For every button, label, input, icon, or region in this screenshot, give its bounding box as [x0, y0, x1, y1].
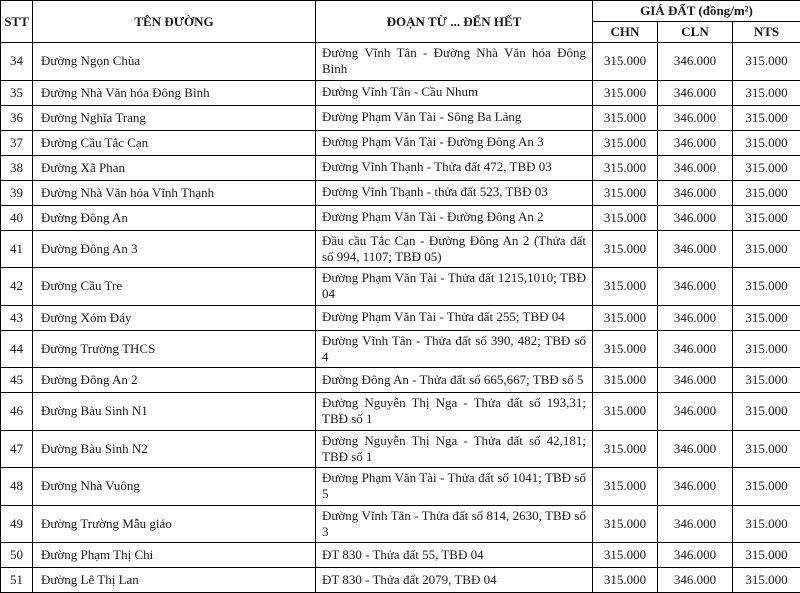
cell-stt: 45 — [1, 368, 33, 393]
cell-price-chn: 315.000 — [593, 105, 658, 130]
cell-street-name: Đường Đông An — [33, 205, 316, 230]
cell-segment: Đường Vĩnh Tân - Thửa đất số 390, 482; TBĐ số 4 — [316, 330, 593, 368]
cell-street-name: Đường Phạm Thị Chi — [33, 543, 316, 568]
cell-price-nts: 315.000 — [733, 230, 800, 268]
cell-price-chn: 315.000 — [593, 305, 658, 330]
header-chn: CHN — [593, 22, 658, 43]
cell-stt: 38 — [1, 155, 33, 180]
cell-street-name: Đường Lê Thị Lan — [33, 568, 316, 593]
cell-street-name: Đường Xã Phan — [33, 155, 316, 180]
cell-stt: 41 — [1, 230, 33, 268]
cell-price-chn: 315.000 — [593, 205, 658, 230]
cell-street-name: Đường Xóm Đáy — [33, 305, 316, 330]
cell-price-cln: 346.000 — [658, 105, 733, 130]
cell-price-nts: 315.000 — [733, 330, 800, 368]
cell-street-name: Đường Nhà Vuông — [33, 468, 316, 506]
cell-price-cln: 346.000 — [658, 180, 733, 205]
cell-price-chn: 315.000 — [593, 468, 658, 506]
cell-stt: 42 — [1, 268, 33, 306]
cell-price-cln: 346.000 — [658, 468, 733, 506]
cell-price-chn: 315.000 — [593, 80, 658, 105]
table-row — [1, 505, 800, 543]
cell-segment: Đường Phạm Văn Tài - Thửa đất 255; TBĐ 04 — [316, 305, 593, 330]
cell-stt: 34 — [1, 43, 33, 81]
table-row — [1, 130, 800, 155]
cell-street-name: Đường Trường THCS — [33, 330, 316, 368]
cell-price-nts: 315.000 — [733, 105, 800, 130]
header-segment: ĐOẠN TỪ ... ĐẾN HẾT — [316, 1, 593, 43]
cell-price-nts: 315.000 — [733, 568, 800, 593]
cell-price-chn: 315.000 — [593, 180, 658, 205]
cell-stt: 50 — [1, 543, 33, 568]
cell-segment: Đường Vĩnh Thạnh - thửa đất 523, TBĐ 03 — [316, 180, 593, 205]
cell-segment: ĐT 830 - Thửa đất 2079, TBĐ 04 — [316, 568, 593, 593]
cell-price-nts: 315.000 — [733, 155, 800, 180]
table-header — [1, 1, 800, 43]
cell-street-name: Đường Ngọn Chùa — [33, 43, 316, 81]
cell-price-nts: 315.000 — [733, 430, 800, 468]
cell-price-nts: 315.000 — [733, 468, 800, 506]
cell-stt: 39 — [1, 180, 33, 205]
table-row — [1, 368, 800, 393]
cell-price-nts: 315.000 — [733, 80, 800, 105]
cell-price-chn: 315.000 — [593, 230, 658, 268]
cell-price-chn: 315.000 — [593, 393, 658, 431]
cell-segment: Đường Đông An - Thửa đất số 665,667; TBĐ số 5 — [316, 368, 593, 393]
cell-price-chn: 315.000 — [593, 368, 658, 393]
cell-price-chn: 315.000 — [593, 568, 658, 593]
cell-price-chn: 315.000 — [593, 430, 658, 468]
header-stt: STT — [1, 1, 33, 43]
header-price-group: GIÁ ĐẤT (đồng/m²) — [593, 1, 800, 22]
cell-street-name: Đường Nhà Văn hóa Đông Bình — [33, 80, 316, 105]
cell-price-chn: 315.000 — [593, 268, 658, 306]
cell-street-name: Đường Nghĩa Trang — [33, 105, 316, 130]
table-row — [1, 155, 800, 180]
cell-segment: Đường Vĩnh Tân - Thửa đất số 814, 2630, TBĐ số 3 — [316, 505, 593, 543]
table-row — [1, 105, 800, 130]
cell-segment: Đường Vĩnh Tân - Cầu Nhum — [316, 80, 593, 105]
cell-price-nts: 315.000 — [733, 205, 800, 230]
cell-price-chn: 315.000 — [593, 130, 658, 155]
cell-stt: 49 — [1, 505, 33, 543]
cell-street-name: Đường Trường Mẫu giáo — [33, 505, 316, 543]
cell-price-nts: 315.000 — [733, 43, 800, 81]
table-row — [1, 305, 800, 330]
cell-price-cln: 346.000 — [658, 330, 733, 368]
cell-price-nts: 315.000 — [733, 505, 800, 543]
cell-segment: Đường Nguyễn Thị Nga - Thửa đất số 193,31; TBĐ số 1 — [316, 393, 593, 431]
cell-segment: Đường Phạm Văn Tài - Sông Ba Lảng — [316, 105, 593, 130]
cell-price-chn: 315.000 — [593, 43, 658, 81]
cell-price-cln: 346.000 — [658, 43, 733, 81]
cell-segment: Đường Phạm Văn Tài - Thửa đất 1215,1010; TBĐ 04 — [316, 268, 593, 306]
cell-street-name: Đường Nhà Văn hóa Vĩnh Thạnh — [33, 180, 316, 205]
cell-stt: 43 — [1, 305, 33, 330]
cell-street-name: Đường Bàu Sinh N2 — [33, 430, 316, 468]
cell-street-name: Đường Cầu Tắc Cạn — [33, 130, 316, 155]
table-row — [1, 268, 800, 306]
cell-street-name: Đường Cầu Tre — [33, 268, 316, 306]
table-row — [1, 468, 800, 506]
cell-stt: 48 — [1, 468, 33, 506]
cell-segment: Đường Phạm Văn Tài - Thửa đất số 1041; TBĐ số 5 — [316, 468, 593, 506]
cell-price-cln: 346.000 — [658, 505, 733, 543]
cell-segment: Đường Nguyễn Thị Nga - Thửa đất số 42,181; TBĐ số 1 — [316, 430, 593, 468]
header-nts: NTS — [733, 22, 800, 43]
cell-price-cln: 346.000 — [658, 543, 733, 568]
cell-price-cln: 346.000 — [658, 80, 733, 105]
cell-stt: 40 — [1, 205, 33, 230]
cell-segment: Đường Phạm Văn Tài - Đường Đông An 3 — [316, 130, 593, 155]
cell-price-nts: 315.000 — [733, 368, 800, 393]
cell-stt: 37 — [1, 130, 33, 155]
table-row — [1, 543, 800, 568]
cell-price-cln: 346.000 — [658, 568, 733, 593]
cell-stt: 47 — [1, 430, 33, 468]
table-row — [1, 568, 800, 593]
cell-price-nts: 315.000 — [733, 180, 800, 205]
table-row — [1, 43, 800, 81]
table-row — [1, 205, 800, 230]
cell-stt: 36 — [1, 105, 33, 130]
cell-price-cln: 346.000 — [658, 430, 733, 468]
cell-stt: 35 — [1, 80, 33, 105]
cell-price-cln: 346.000 — [658, 268, 733, 306]
cell-price-nts: 315.000 — [733, 268, 800, 306]
cell-price-nts: 315.000 — [733, 130, 800, 155]
cell-price-cln: 346.000 — [658, 305, 733, 330]
cell-price-cln: 346.000 — [658, 205, 733, 230]
table-row — [1, 230, 800, 268]
cell-stt: 51 — [1, 568, 33, 593]
cell-price-cln: 346.000 — [658, 130, 733, 155]
cell-price-cln: 346.000 — [658, 155, 733, 180]
table-row — [1, 80, 800, 105]
cell-price-nts: 315.000 — [733, 543, 800, 568]
cell-segment: ĐT 830 - Thửa đất 55, TBĐ 04 — [316, 543, 593, 568]
header-row-1 — [1, 1, 800, 22]
cell-price-chn: 315.000 — [593, 543, 658, 568]
table-row — [1, 330, 800, 368]
cell-segment: Đường Vĩnh Tân - Đường Nhà Văn hóa Đông Bình — [316, 43, 593, 81]
header-cln: CLN — [658, 22, 733, 43]
table-body — [1, 43, 800, 593]
cell-segment: Đường Vĩnh Thạnh - Thửa đất 472, TBĐ 03 — [316, 155, 593, 180]
cell-price-cln: 346.000 — [658, 393, 733, 431]
cell-stt: 44 — [1, 330, 33, 368]
cell-price-chn: 315.000 — [593, 505, 658, 543]
cell-stt: 46 — [1, 393, 33, 431]
cell-price-cln: 346.000 — [658, 368, 733, 393]
header-street-name: TÊN ĐƯỜNG — [33, 1, 316, 43]
cell-price-nts: 315.000 — [733, 305, 800, 330]
cell-street-name: Đường Đông An 3 — [33, 230, 316, 268]
cell-segment: Đường Phạm Văn Tài - Đường Đông An 2 — [316, 205, 593, 230]
table-row — [1, 393, 800, 431]
cell-price-chn: 315.000 — [593, 155, 658, 180]
cell-price-chn: 315.000 — [593, 330, 658, 368]
cell-street-name: Đường Đông An 2 — [33, 368, 316, 393]
table-row — [1, 430, 800, 468]
cell-price-nts: 315.000 — [733, 393, 800, 431]
table-row — [1, 180, 800, 205]
cell-street-name: Đường Bàu Sinh N1 — [33, 393, 316, 431]
cell-segment: Đầu cầu Tắc Cạn - Đường Đông An 2 (Thửa đất số 994, 1107; TBĐ 05) — [316, 230, 593, 268]
cell-price-cln: 346.000 — [658, 230, 733, 268]
